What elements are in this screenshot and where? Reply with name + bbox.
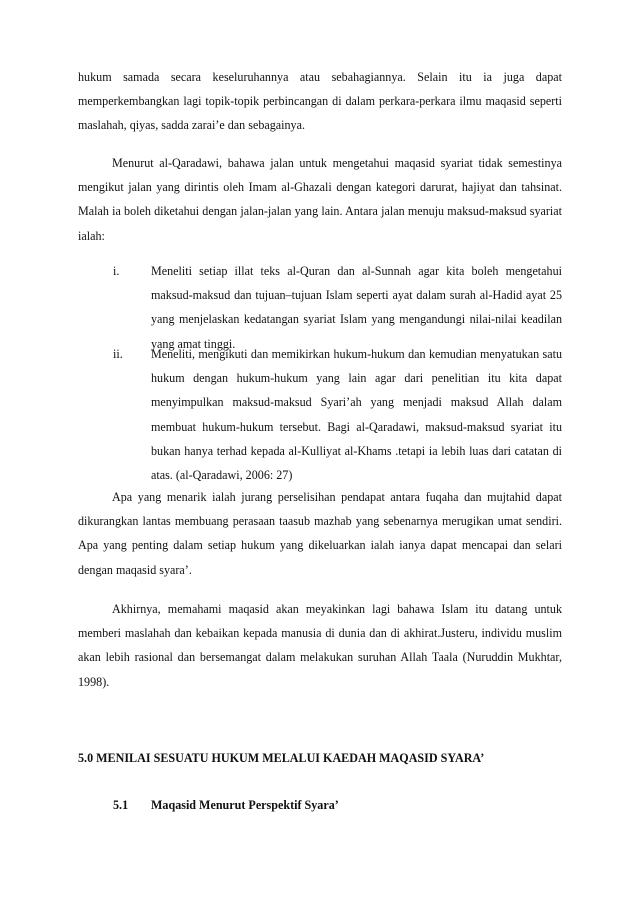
subsection-number: 5.1 <box>113 798 129 812</box>
list-item-ii <box>113 342 562 487</box>
list-item-number: i. <box>113 264 120 278</box>
paragraph-3 <box>78 485 562 582</box>
section-heading: 5.0 MENILAI SESUATU HUKUM MELALUI KAEDAH MAQASID SYARA’ <box>78 751 485 765</box>
paragraph-4 <box>78 597 562 694</box>
subsection-heading <box>113 798 339 813</box>
list-item-text: Meneliti setiap illat teks al-Quran dan al-Sunnah agar kita boleh mengetahui maksud-maksud dan tujuan–tujuan Islam seperti ayat dalam surah al-Hadid ayat 25 yang menjelaskan kedatangan syariat Islam yang mengandungi nilai-nilai keadilan yang amat tinggi. <box>151 264 562 351</box>
paragraph-1: hukum samada secara keseluruhannya atau sebahagiannya. Selain itu ia juga dapat memperkembangkan lagi topik-topik perbincangan di dalam perkara-perkara ilmu maqasid seperti maslahah, qiyas, sadda zarai’e dan sebagainya. <box>78 70 562 133</box>
paragraph-2-text: Menurut al-Qaradawi, bahawa jalan untuk mengetahui maqasid syariat tidak semestinya mengikut jalan yang dirintis oleh Imam al-Ghazali dengan kategori darurat, hajiyat dan tahsinat. Malah ia boleh diketahui dengan jalan-jalan yang lain. Antara jalan menuju maksud-maksud syariat ialah: <box>78 156 562 243</box>
paragraph-3-text: Apa yang menarik ialah jurang perselisihan pendapat antara fuqaha dan mujtahid dapat dikurangkan lantas membuang perasaan taasub mazhab yang sebenarnya merugikan umat sendiri. Apa yang penting dalam setiap hukum yang dikeluarkan ialah ianya dapat mencapai dan selari dengan maqasid syara’. <box>78 490 562 577</box>
list-item-text: Meneliti, mengikuti dan memikirkan hukum-hukum dan kemudian menyatukan satu hukum dengan hukum-hukum yang lain agar dari penelitian itu kita dapat menyimpulkan maksud-maksud Syari’ah yang menjadi maksud Allah dalam membuat hukum-hukum tersebut. Bagi al-Qaradawi, maksud-maksud syariat itu bukan hanya terhad kepada al-Kulliyat al-Khams .tetapi ia lebih luas dari catatan di atas. (al-Qaradawi, 2006: 27) <box>151 347 562 483</box>
paragraph-4-text: Akhirnya, memahami maqasid akan meyakinkan lagi bahawa Islam itu datang untuk memberi maslahah dan kebaikan kepada manusia di dunia dan di akhirat.Justeru, individu muslim akan lebih rasional dan bersemangat dalam melakukan suruhan Allah Taala (Nuruddin Mukhtar, 1998). <box>78 602 562 689</box>
paragraph-2 <box>78 151 562 248</box>
list-item-number: ii. <box>113 347 123 361</box>
subsection-title: Maqasid Menurut Perspektif Syara’ <box>151 798 339 812</box>
